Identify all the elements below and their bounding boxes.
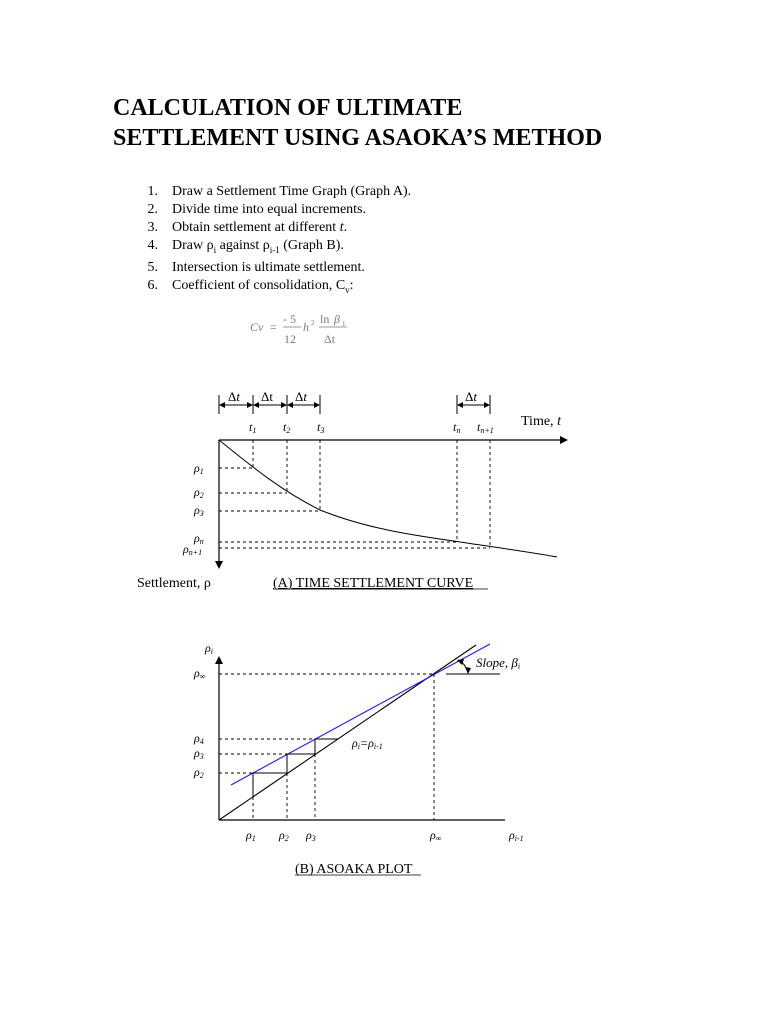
step-number: 2. — [147, 202, 158, 217]
formula-ln: ln — [320, 312, 330, 326]
formula-numerator: - 5 — [283, 312, 296, 326]
delta-t-label: Δt — [465, 389, 477, 404]
step-text-suffix: . — [343, 220, 348, 235]
fit-line — [231, 644, 490, 785]
step-text: Divide time into equal increments. — [172, 202, 367, 217]
x-tick-label: ρ2 — [279, 828, 289, 843]
delta-t-label: Δt — [228, 389, 240, 404]
y-tick-label: ρ∞ — [194, 666, 206, 681]
settlement-axis-arrow — [215, 561, 223, 569]
step-item — [113, 237, 411, 259]
step-text-part: against ρ — [216, 238, 270, 253]
step-sub: i-1 — [269, 244, 280, 255]
page-title — [113, 93, 713, 153]
t-tick-label: tn — [453, 420, 461, 435]
t-tick-label: t3 — [317, 420, 325, 435]
rho-tick-label: ρ1 — [194, 461, 204, 476]
steps-list — [113, 183, 411, 299]
step-number: 4. — [147, 238, 158, 253]
step-text: Intersection is ultimate settlement. — [172, 259, 365, 275]
y-tick-label: ρ2 — [194, 765, 204, 780]
step-number: 3. — [147, 220, 158, 235]
step-sub: i — [213, 244, 217, 255]
formula-beta: β — [334, 312, 340, 326]
t-tick-label: t1 — [249, 420, 257, 435]
identity-label: ρi=ρi-1 — [352, 736, 383, 751]
graph-a-caption: (A) TIME SETTLEMENT CURVE — [273, 576, 474, 591]
step-number: 6. — [147, 277, 158, 293]
rho-tick-label: ρn+1 — [183, 542, 203, 557]
x-tick-label: ρ3 — [306, 828, 316, 843]
step-text — [172, 237, 344, 259]
formula-h: h — [303, 320, 309, 334]
slope-label: Slope, βi — [476, 655, 521, 671]
rho-tick-label: ρ2 — [194, 485, 204, 500]
t-tick-label: tn+1 — [477, 420, 494, 435]
formula-equals: = — [270, 320, 277, 334]
step-text — [172, 277, 354, 299]
step-text — [172, 219, 347, 237]
step-text-italic: t — [339, 220, 344, 235]
time-axis-label: Time, t — [521, 414, 561, 429]
delta-t-label: Δt — [261, 389, 273, 404]
delta-t-label: Δt — [295, 389, 307, 404]
step-text-suffix: : — [349, 277, 354, 293]
formula-lhs: Cv — [250, 320, 264, 334]
x-tick-label: ρ1 — [246, 828, 256, 843]
y-tick-label: ρ4 — [194, 731, 204, 746]
settlement-axis-label: Settlement, ρ — [137, 576, 211, 591]
formula-dt: Δt — [324, 332, 336, 346]
title-line-2: SETTLEMENT USING ASAOKA’S METHOD — [113, 125, 603, 151]
identity-line — [219, 645, 476, 820]
staircase — [253, 739, 338, 797]
step-sub: v — [345, 284, 350, 295]
step-text-suffix: (Graph B). — [279, 238, 344, 253]
formula-exponent: 2 — [311, 319, 315, 327]
y-tick-label: ρ3 — [194, 746, 204, 761]
y-axis-label: ρi — [205, 641, 213, 656]
t-tick-label: t2 — [283, 420, 291, 435]
rho-tick-label: ρn — [194, 531, 204, 546]
formula-beta-sub: 1 — [342, 320, 346, 328]
step-text: Draw a Settlement Time Graph (Graph A). — [172, 184, 412, 199]
step-number: 5. — [147, 259, 158, 275]
step-text-part: Coefficient of consolidation, C — [172, 277, 346, 293]
slope-arc — [458, 660, 468, 673]
title-line-1: CALCULATION OF ULTIMATE — [113, 95, 463, 121]
step-item — [113, 259, 411, 277]
step-item — [113, 183, 411, 201]
x-tick-label: ρ∞ — [430, 828, 442, 843]
step-item — [113, 277, 411, 299]
step-number: 1. — [147, 184, 158, 199]
graph-b-caption: (B) ASOAKA PLOT — [295, 862, 413, 877]
slope-arc-arrow — [457, 659, 464, 665]
time-axis-arrow — [560, 436, 568, 444]
formula-denominator: 12 — [284, 332, 296, 346]
settlement-curve — [219, 440, 557, 557]
step-text-part: Draw ρ — [172, 238, 214, 253]
rho-tick-label: ρ3 — [194, 503, 204, 518]
step-item — [113, 201, 411, 219]
y-axis-arrow — [215, 656, 223, 664]
slope-arc-arrow — [465, 667, 471, 674]
step-item — [113, 219, 411, 237]
step-text-part: Obtain settlement at different — [172, 220, 340, 235]
x-axis-label: ρi-1 — [509, 828, 524, 843]
